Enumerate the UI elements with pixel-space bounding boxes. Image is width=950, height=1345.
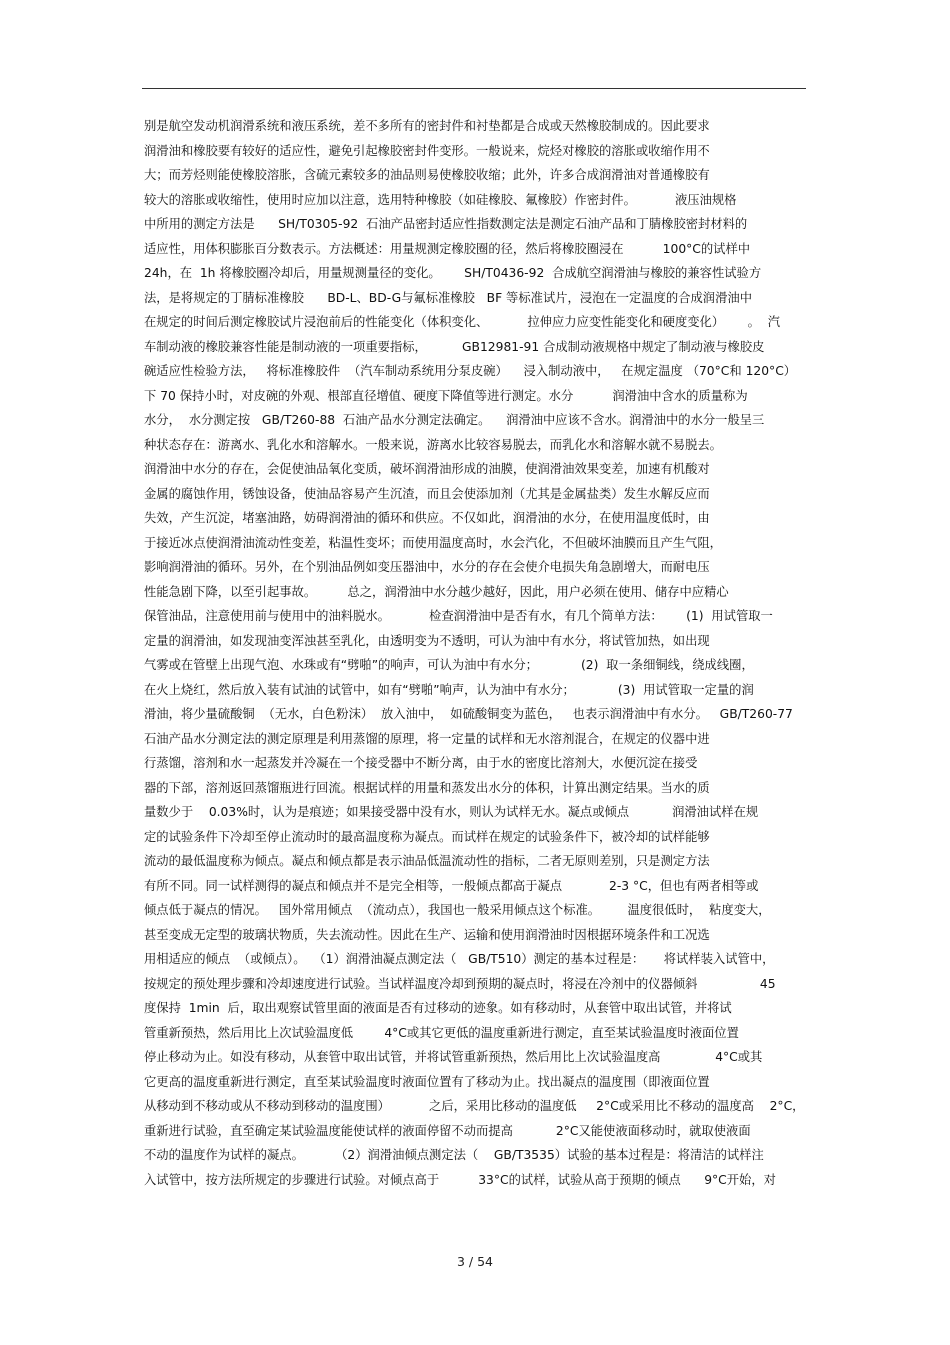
text-line: 滑油，将少量硫酸铜 （无水，白色粉沫） 放入油中， 如硫酸铜变为蓝色， 也表示润滑油中有水分。 GB/T260-77 bbox=[144, 707, 793, 721]
text-line: 金属的腐蚀作用，锈蚀设备，使油品容易产生沉渣，而且会使添加剂（尤其是金属盐类）发生水解反应而 bbox=[144, 486, 710, 501]
text-line: 下 70 保持小时，对皮碗的外观、根部直径增值、硬度下降值等进行测定。水分 润滑油中含水的质量称为 bbox=[144, 388, 748, 403]
text-line: 在规定的时间后测定橡胶试片浸泡前后的性能变化（体积变化、 拉伸应力应变性能变化和硬度变化） 。 汽 bbox=[144, 315, 781, 329]
text-line: 中所用的测定方法是 SH/T0305-92 石油产品密封适应性指数测定法是测定石油产品和丁腈橡胶密封材料的 bbox=[144, 217, 748, 231]
text-line: 定的试验条件下冷却至停止流动时的最高温度称为凝点。而试样在规定的试验条件下，被冷却的试样能够 bbox=[144, 829, 710, 844]
text-line: 润滑油和橡胶要有较好的适应性，避免引起橡胶密封件变形。一般说来，烷烃对橡胶的溶胀或收缩作用不 bbox=[144, 143, 710, 158]
text-line: 管重新预热，然后用比上次试验温度低 4°C或其它更低的温度重新进行测定，直至某试验温度时液面位置 bbox=[144, 1025, 739, 1040]
text-line: 在火上烧红，然后放入装有试油的试管中，如有“劈啪”响声，认为油中有水分； (3) 用试管取一定量的润 bbox=[144, 682, 754, 697]
text-line: 不动的温度作为试样的凝点。 （2）润滑油倾点测定法（ GB/T3535）试验的基本过程是：将清洁的试样注 bbox=[144, 1148, 764, 1162]
text-line: 适应性，用体积膨胀百分数表示。方法概述：用量规测定橡胶圈的径，然后将橡胶圈浸在 100°C的试样中 bbox=[144, 241, 751, 256]
text-line: 别是航空发动机润滑系统和液压系统，差不多所有的密封件和衬垫都是合成或天然橡胶制成的。因此要求 bbox=[144, 119, 710, 133]
text-line: 气雾或在管壁上出现气泡、水珠或有“劈啪”的响声，可认为油中有水分； (2) 取一条细铜线，绕成线圈， bbox=[144, 658, 754, 672]
text-line: 流动的最低温度称为倾点。凝点和倾点都是表示油品低温流动性的指标，二者无原则差别，只是测定方法 bbox=[144, 854, 710, 868]
text-line: 石油产品水分测定法的测定原理是利用蒸馏的原理，将一定量的试样和无水溶剂混合，在规定的仪器中进 bbox=[144, 731, 710, 746]
text-line: 停止移动为止。如没有移动，从套管中取出试管，并将试管重新预热，然后用比上次试验温度高 4°C或其 bbox=[144, 1050, 763, 1064]
text-line: 用相适应的倾点 （或倾点）。 （1）润滑油凝点测定法（ GB/T510）测定的基本过程是： 将试样装入试管中， bbox=[144, 952, 775, 966]
text-line: 种状态存在：游离水、乳化水和溶解水。一般来说，游离水比较容易脱去，而乳化水和溶解水就不易脱去。 bbox=[144, 437, 722, 452]
text-line: 倾点低于凝点的情况。 国外常用倾点 （流动点），我国也一般采用倾点这个标准。 温度很低时， 粘度变大， bbox=[144, 903, 771, 917]
page-number: 3 / 54 bbox=[456, 1254, 494, 1269]
text-line: 失效，产生沉淀，堵塞油路，妨碍润滑油的循环和供应。不仅如此，润滑油的水分，在使用温度低时，由 bbox=[144, 511, 710, 525]
text-line: 器的下部，溶剂返回蒸馏瓶进行回流。根据试样的用量和蒸发出水分的体积，计算出测定结果。当水的质 bbox=[144, 780, 710, 795]
text-line: 于接近冰点使润滑油流动性变差，粘温性变坏；而使用温度高时，水会汽化，不但破坏油膜而且产生气阻， bbox=[144, 535, 722, 550]
text-line: 水分， 水分测定按 GB/T260-88 石油产品水分测定法确定。 润滑油中应该不含水。润滑油中的水分一般呈三 bbox=[144, 413, 765, 427]
text-line: 按规定的预处理步骤和冷却速度进行试验。当试样温度冷却到预期的凝点时，将浸在冷剂中的仪器倾斜 45 bbox=[144, 976, 776, 991]
text-line: 重新进行试验，直至确定某试验温度能使试样的液面停留不动而提高 2°C又能使液面移动时，就取使液面 bbox=[144, 1123, 751, 1138]
text-line: 有所不同。同一试样测得的凝点和倾点并不是完全相等，一般倾点都高于凝点 2-3 °C，但也有两者相等或 bbox=[144, 878, 759, 893]
text-line: 保管油品，注意使用前与使用中的油料脱水。 检查润滑油中是否有水，有几个简单方法： (1) 用试管取一 bbox=[144, 609, 773, 623]
text-line: 定量的润滑油，如发现油变浑浊甚至乳化，由透明变为不透明，可认为油中有水分，将试管加热，如出现 bbox=[144, 633, 710, 648]
text-line: 入试管中，按方法所规定的步骤进行试验。对倾点高于 33°C的试样，试验从高于预期的倾点 9°C开始，对 bbox=[144, 1172, 776, 1187]
text-line: 较大的溶胀或收缩性，使用时应加以注意，选用特种橡胶（如硅橡胶、氟橡胶）作密封件。 液压油规格 bbox=[144, 192, 737, 207]
text-line: 润滑油中水分的存在，会促使油品氧化变质，破坏润滑油形成的油膜，使润滑油效果变差，加速有机酸对 bbox=[144, 462, 710, 476]
header-rule bbox=[142, 88, 806, 89]
text-line: 性能急剧下降，以至引起事故。 总之，润滑油中水分越少越好，因此，用户必须在使用、储存中应精心 bbox=[144, 584, 729, 599]
body-text bbox=[144, 114, 808, 1192]
text-line: 24h，在 1h 将橡胶圈冷却后，用量规测量径的变化。 SH/T0436-92 合成航空润滑油与橡胶的兼容性试验方 bbox=[144, 266, 762, 280]
text-line: 大；而芳烃则能使橡胶溶胀，含硫元素较多的油品则易使橡胶收缩；此外，许多合成润滑油对普通橡胶有 bbox=[144, 168, 710, 182]
text-line: 车制动液的橡胶兼容性能是制动液的一项重要指标， GB12981-91 合成制动液规格中规定了制动液与橡胶皮 bbox=[144, 339, 765, 354]
text-line: 甚至变成无定型的玻璃状物质，失去流动性。因此在生产、运输和使用润滑油时因根据环境条件和工况选 bbox=[144, 927, 710, 942]
text-line: 碗适应性检验方法， 将标准橡胶件 （汽车制动系统用分泵皮碗） 浸入制动液中， 在规定温度 （70°C和 120°C） bbox=[144, 364, 797, 378]
text-line: 行蒸馏，溶剂和水一起蒸发并冷凝在一个接受器中不断分离，由于水的密度比溶剂大，水便沉淀在接受 bbox=[144, 756, 698, 770]
text-line: 法，是将规定的丁腈标准橡胶 BD-L、BD-G与氟标准橡胶 BF 等标准试片，浸泡在一定温度的合成润滑油中 bbox=[144, 290, 752, 305]
text-line: 影响润滑油的循环。另外，在个别油品例如变压器油中，水分的存在会使介电损失角急剧增大，而耐电压 bbox=[144, 560, 710, 574]
text-line: 从移动到不移动或从不移动到移动的温度围） 之后，采用比移动的温度低 2°C或采用比不移动的温度高 2°C， bbox=[144, 1099, 805, 1113]
text-line: 量数少于 0.03%时，认为是痕迹；如果接受器中没有水，则认为试样无水。凝点或倾点 润滑油试样在规 bbox=[144, 805, 759, 819]
text-line: 度保持 1min 后，取出观察试管里面的液面是否有过移动的迹象。如有移动时，从套管中取出试管，并将试 bbox=[144, 1001, 732, 1015]
text-line: 它更高的温度重新进行测定，直至某试验温度时液面位置有了移动为止。找出凝点的温度围（即液面位置 bbox=[144, 1074, 710, 1089]
